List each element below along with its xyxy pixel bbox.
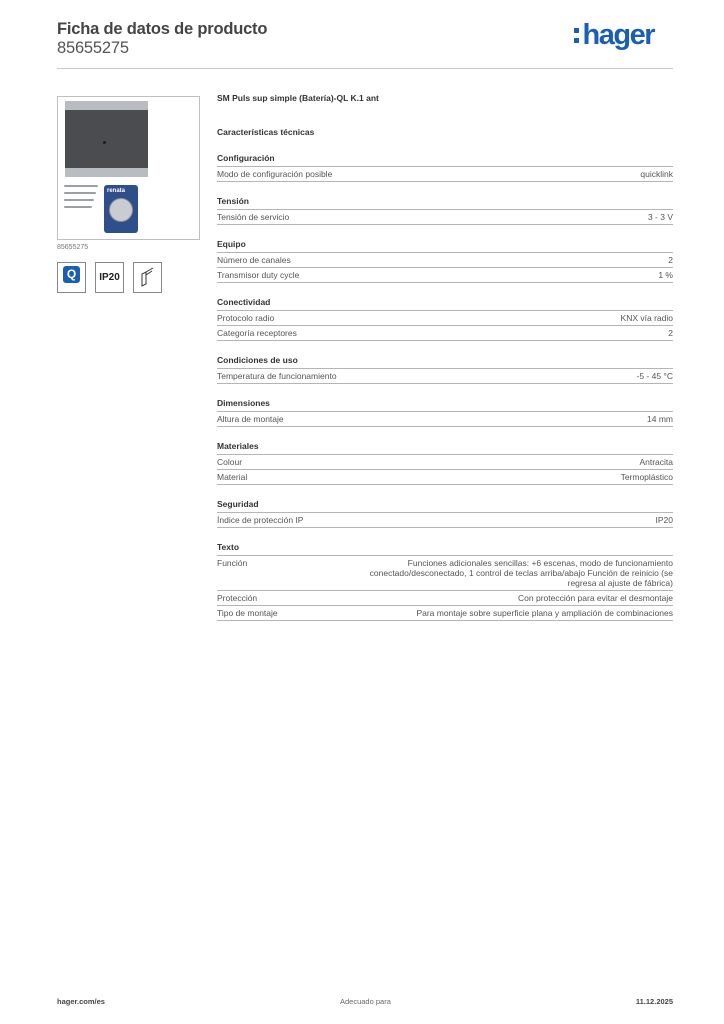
product-name: SM Puls sup simple (Batería)-QL K.1 ant [217, 93, 379, 103]
product-ref: 85655275 [57, 244, 89, 251]
spec-label: Material [217, 472, 248, 482]
spec-label: Altura de montaje [217, 414, 284, 424]
spec-value: KNX vía radio [620, 313, 673, 323]
product-code: 85655275 [57, 39, 129, 57]
spec-value: Para montaje sobre superficie plana y ampliación de combinaciones [416, 608, 673, 618]
spec-content [217, 93, 673, 621]
spec-group [217, 542, 673, 621]
spec-row [217, 513, 673, 528]
spec-value: Termoplástico [620, 472, 673, 482]
spec-group-title: Conectividad [217, 297, 673, 311]
page-header [57, 20, 673, 69]
logo-dots-icon [574, 28, 579, 48]
spec-label: Protección [217, 593, 258, 603]
footer-website: hager.com/es [57, 997, 105, 1006]
switch-frame-top [65, 101, 148, 110]
switch-led [103, 141, 106, 144]
spec-group-title: Configuración [217, 153, 673, 167]
spec-group [217, 441, 673, 485]
battery-image [104, 185, 138, 233]
spec-group-title: Seguridad [217, 499, 673, 513]
spec-group-title: Dimensiones [217, 398, 673, 412]
spec-row [217, 167, 673, 182]
footer-date: 11.12.2025 [635, 997, 673, 1006]
mounting-icon [133, 262, 162, 293]
product-image [57, 96, 200, 240]
spec-row [217, 591, 673, 606]
spec-group [217, 153, 673, 182]
spec-row [217, 268, 673, 283]
spec-row [217, 311, 673, 326]
screws-image [64, 185, 100, 221]
quicklink-icon: Q [63, 266, 80, 283]
ip20-badge: IP20 [95, 262, 124, 293]
spec-label: Transmisor duty cycle [217, 270, 300, 280]
spec-value: Antracita [639, 457, 673, 467]
spec-label: Protocolo radio [217, 313, 275, 323]
spec-row [217, 455, 673, 470]
spec-group [217, 398, 673, 427]
spec-value: IP20 [655, 515, 673, 525]
spec-row [217, 369, 673, 384]
spec-value: -5 - 45 °C [636, 371, 673, 381]
spec-group-title: Equipo [217, 239, 673, 253]
spec-group-title: Materiales [217, 441, 673, 455]
spec-label: Función [217, 558, 248, 568]
switch-image [65, 101, 148, 177]
spec-row [217, 412, 673, 427]
spec-label: Modo de configuración posible [217, 169, 333, 179]
spec-label: Temperatura de funcionamiento [217, 371, 337, 381]
spec-label: Colour [217, 457, 243, 467]
spec-group [217, 499, 673, 528]
spec-label: Índice de protección IP [217, 515, 304, 525]
spec-group-title: Tensión [217, 196, 673, 210]
battery-brand: renata [107, 188, 126, 194]
spec-row [217, 556, 673, 591]
spec-value: 14 mm [647, 414, 673, 424]
battery-coin [109, 198, 133, 222]
switch-frame-bottom [65, 168, 148, 177]
spec-group [217, 355, 673, 384]
spec-group-title: Condiciones de uso [217, 355, 673, 369]
spec-label: Número de canales [217, 255, 291, 265]
spec-label: Tensión de servicio [217, 212, 290, 222]
logo-text: hager [582, 19, 654, 51]
spec-groups [217, 153, 673, 621]
spec-value: 3 - 3 V [647, 212, 673, 222]
spec-value: 2 [668, 328, 673, 338]
spec-label: Categoría receptores [217, 328, 297, 338]
spec-row [217, 326, 673, 341]
hager-logo [583, 20, 654, 50]
spec-group [217, 196, 673, 225]
spec-group [217, 297, 673, 341]
quicklink-badge [57, 262, 86, 293]
spec-row [217, 210, 673, 225]
footer-center: Adecuado para [340, 997, 391, 1006]
spec-value: quicklink [640, 169, 673, 179]
spec-row [217, 606, 673, 621]
spec-group [217, 239, 673, 283]
page-title: Ficha de datos de producto [57, 20, 268, 38]
spec-value: Con protección para evitar el desmontaje [518, 593, 673, 603]
spec-value: 1 % [658, 270, 673, 280]
spec-row [217, 470, 673, 485]
section-heading: Características técnicas [217, 127, 315, 137]
spec-label: Tipo de montaje [217, 608, 278, 618]
spec-value: 2 [668, 255, 673, 265]
spec-row [217, 253, 673, 268]
spec-group-title: Texto [217, 542, 673, 556]
spec-value: Funciones adicionales sencillas: +6 escenas, modo de funcionamiento conectado/desconectado, 1 control de teclas arriba/abajo Función de reinicio (se regresa al ajuste de fábrica) [369, 558, 673, 588]
